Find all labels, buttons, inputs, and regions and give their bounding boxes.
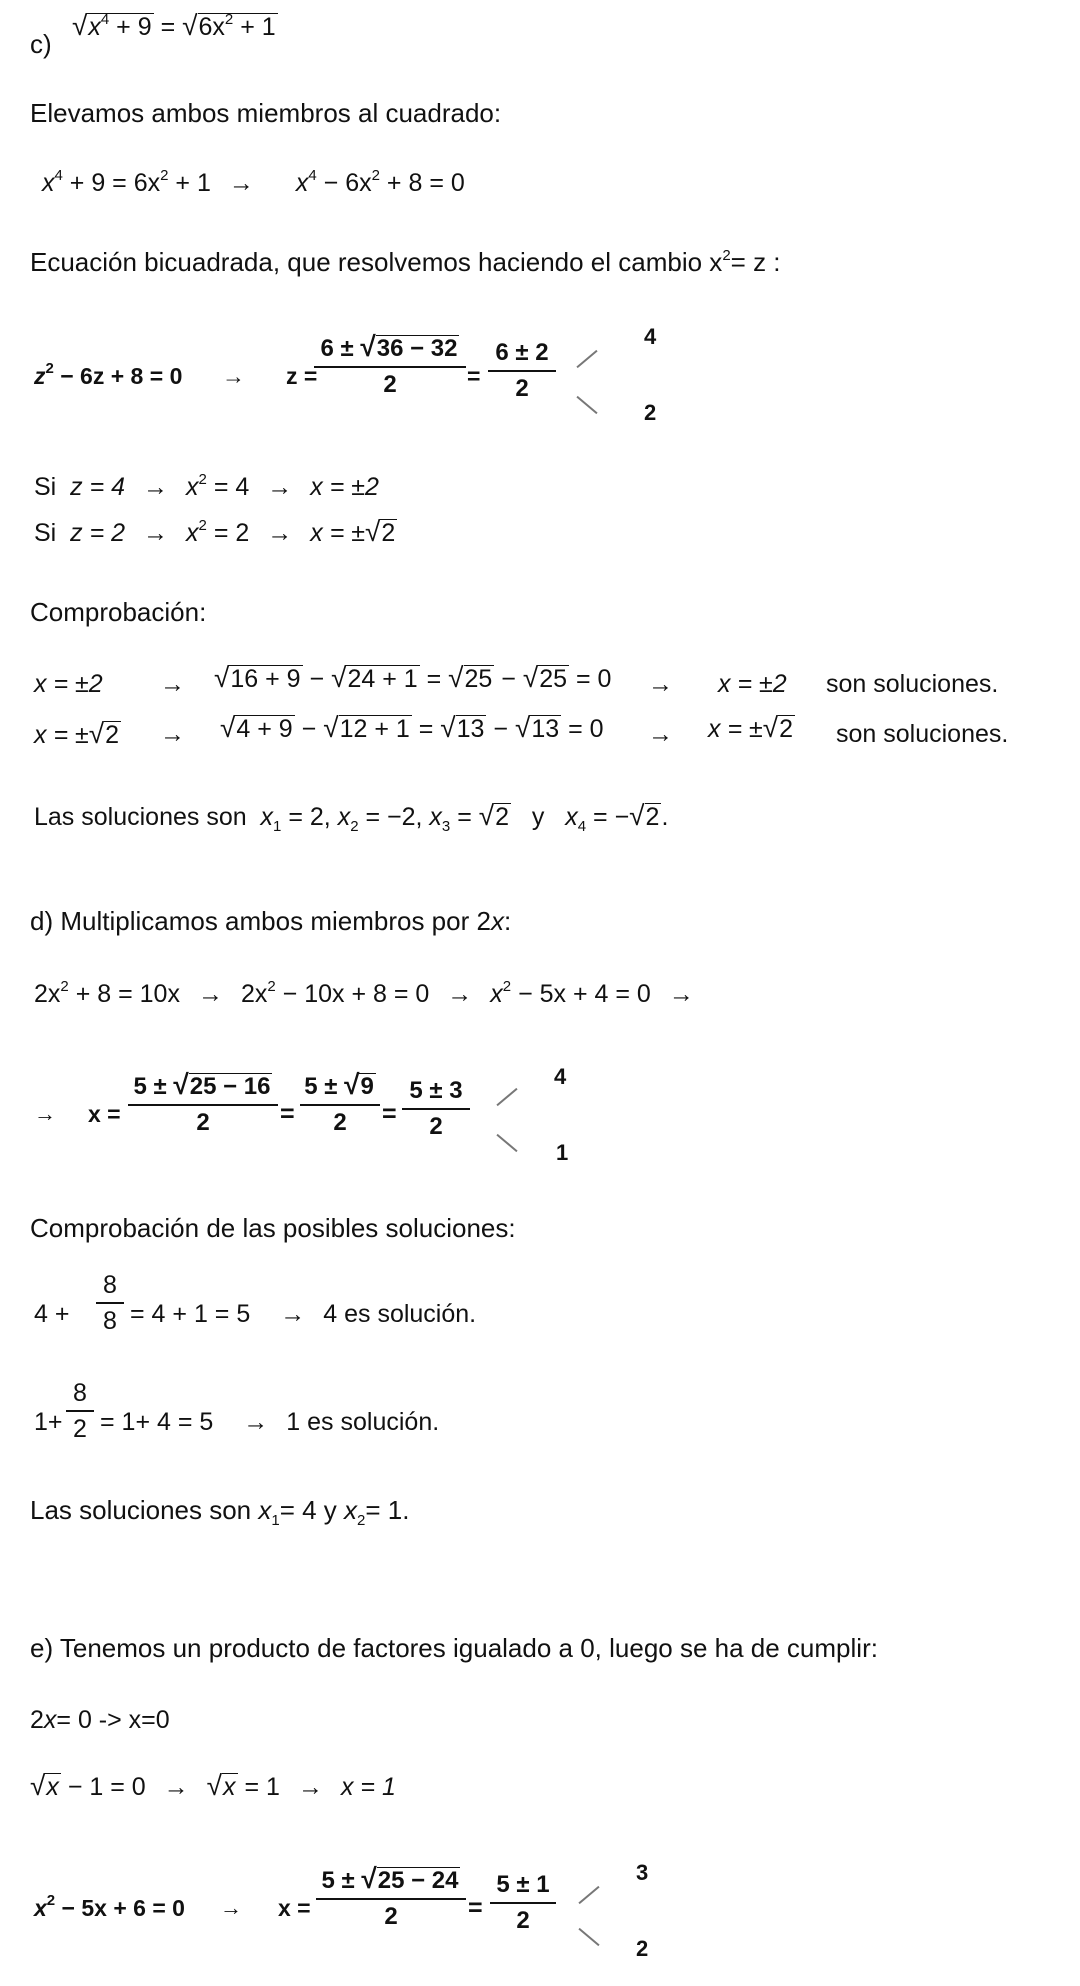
part-d-intro: d) Multiplicamos ambos miembros por 2x: [30,906,512,936]
part-d-check-2-a: 1+ [34,1408,63,1436]
check-row-1-sol: x = ±2 [718,670,787,698]
solutions-c: Las soluciones son $x_1 = 2$, $x_2 = -2$, $x_3 = √2$ y $x_4 = -√2$. [34,800,669,835]
part-d-root-2: 1 [556,1140,569,1165]
quad-frac-2: $\frac{6 \pm 2}{2}$ [488,338,556,404]
part-d-frac-3: $\frac{5 \pm 3}{2}$ [402,1076,470,1142]
quad-frac-1: $\frac{6 \pm √36 - 32}{2}$ [314,332,466,400]
arrow-icon: → [220,1895,242,1920]
comprobacion-heading: Comprobación: [30,597,207,627]
check-row-1-text: son soluciones. [826,670,999,698]
eq-sign: = [280,1100,295,1128]
part-d-frac-2: $\frac{5 \pm √9}{2}$ [300,1070,380,1138]
step1-math: $x^4 + 9 = 6x^2 + 1 \to x^4 - 6x^2 + 8 = 0$ [42,167,465,197]
part-c-label: c) [30,29,52,59]
elevamos-text: Elevamos ambos miembros al cuadrado: [30,98,502,128]
quad-root-2: 2 [644,400,657,425]
eq-sign: = [382,1100,397,1128]
quad-eq: = [467,363,481,389]
part-e-frac-1: $\frac{5 \pm √25 - 24}{2}$ [316,1864,466,1932]
branch-up-line [496,1088,517,1106]
branch-up-line [578,1886,599,1904]
part-c-equation: $√x^4 + 9 = √6x^2 + 1$ [72,10,276,41]
part-d-check-2-rest: = 1+ 4 = 5 → 1 es solución. [100,1408,440,1436]
branch-down-line [578,1928,599,1946]
part-d-eq1: $2x^2 + 8 = 10x \to 2x^2 - 10x + 8 = 0 \to x^2 - 5x + 4 = 0$ → [34,978,694,1008]
part-e-x: x = [278,1895,311,1921]
arrow-icon: → [648,670,673,698]
part-e-root-1: 3 [636,1860,649,1885]
si-row-2: Si $z = 2 \to x^2 = 2 \to x = \pm√2$ [34,516,396,547]
part-d-x: x = [88,1101,121,1127]
part-e-eq2: √x − 1 = 0 → √x = 1 → x = 1 [30,1770,396,1801]
part-d-check-2-frac: $\frac{8}{2}$ [66,1378,94,1444]
part-d-check-1-frac: $\frac{8}{8}$ [96,1270,124,1336]
check-row-1-x: x = ±2 [34,670,103,698]
check-row-1-expr: √16 + 9 − √24 + 1 = √25 − √25 = 0 [214,662,612,693]
check-row-2-sol: x = ±√2 [708,712,793,743]
part-e-quad-lhs: $x^2 - 5x + 6 = 0$ [34,1892,185,1921]
quad-z: z = [286,363,318,389]
part-d-check-title: Comprobación de las posibles soluciones: [30,1213,516,1243]
branch-down-line [576,396,597,414]
eq-sign: = [468,1894,483,1922]
bicuadrada-text: Ecuación bicuadrada, que resolvemos haciendo el cambio $x^2= z$ : [30,247,781,277]
part-e-eq1: 2x= 0 -> x=0 [30,1706,170,1734]
quad-root-1: 4 [644,324,657,349]
arrow-icon: → [160,670,185,698]
part-e-intro: e) Tenemos un producto de factores igualado a 0, luego se ha de cumplir: [30,1633,878,1663]
branch-up-line [576,350,597,368]
part-d-root-1: 4 [554,1064,567,1089]
quad-lhs: $z^2 - 6z + 8 = 0$ [34,360,183,389]
part-d-check-1-rest: = 4 + 1 = 5 → 4 es solución. [130,1300,477,1328]
part-d-solutions: Las soluciones son $x_1= 4$ y $x_2= 1$. [30,1495,410,1529]
branch-down-line [496,1134,517,1152]
arrow-icon: → [222,363,245,389]
check-row-2-expr: √4 + 9 − √12 + 1 = √13 − √13 = 0 [220,712,604,743]
part-e-frac-2: $\frac{5 \pm 1}{2}$ [490,1870,556,1936]
part-e-root-2: 2 [636,1936,649,1961]
check-row-2-x: x = ±√2 [34,718,119,749]
arrow-icon: → [160,720,185,748]
arrow-icon: → [648,720,673,748]
check-row-2-text: son soluciones. [836,720,1009,748]
arrow-icon: → [34,1101,56,1126]
part-d-frac-1: $\frac{5 \pm √25 - 16}{2}$ [128,1070,278,1138]
si-row-1: Si $z = 4 \to x^2 = 4 \to x = \pm 2$ [34,471,379,501]
part-d-check-1-a: 4 + [34,1300,70,1328]
